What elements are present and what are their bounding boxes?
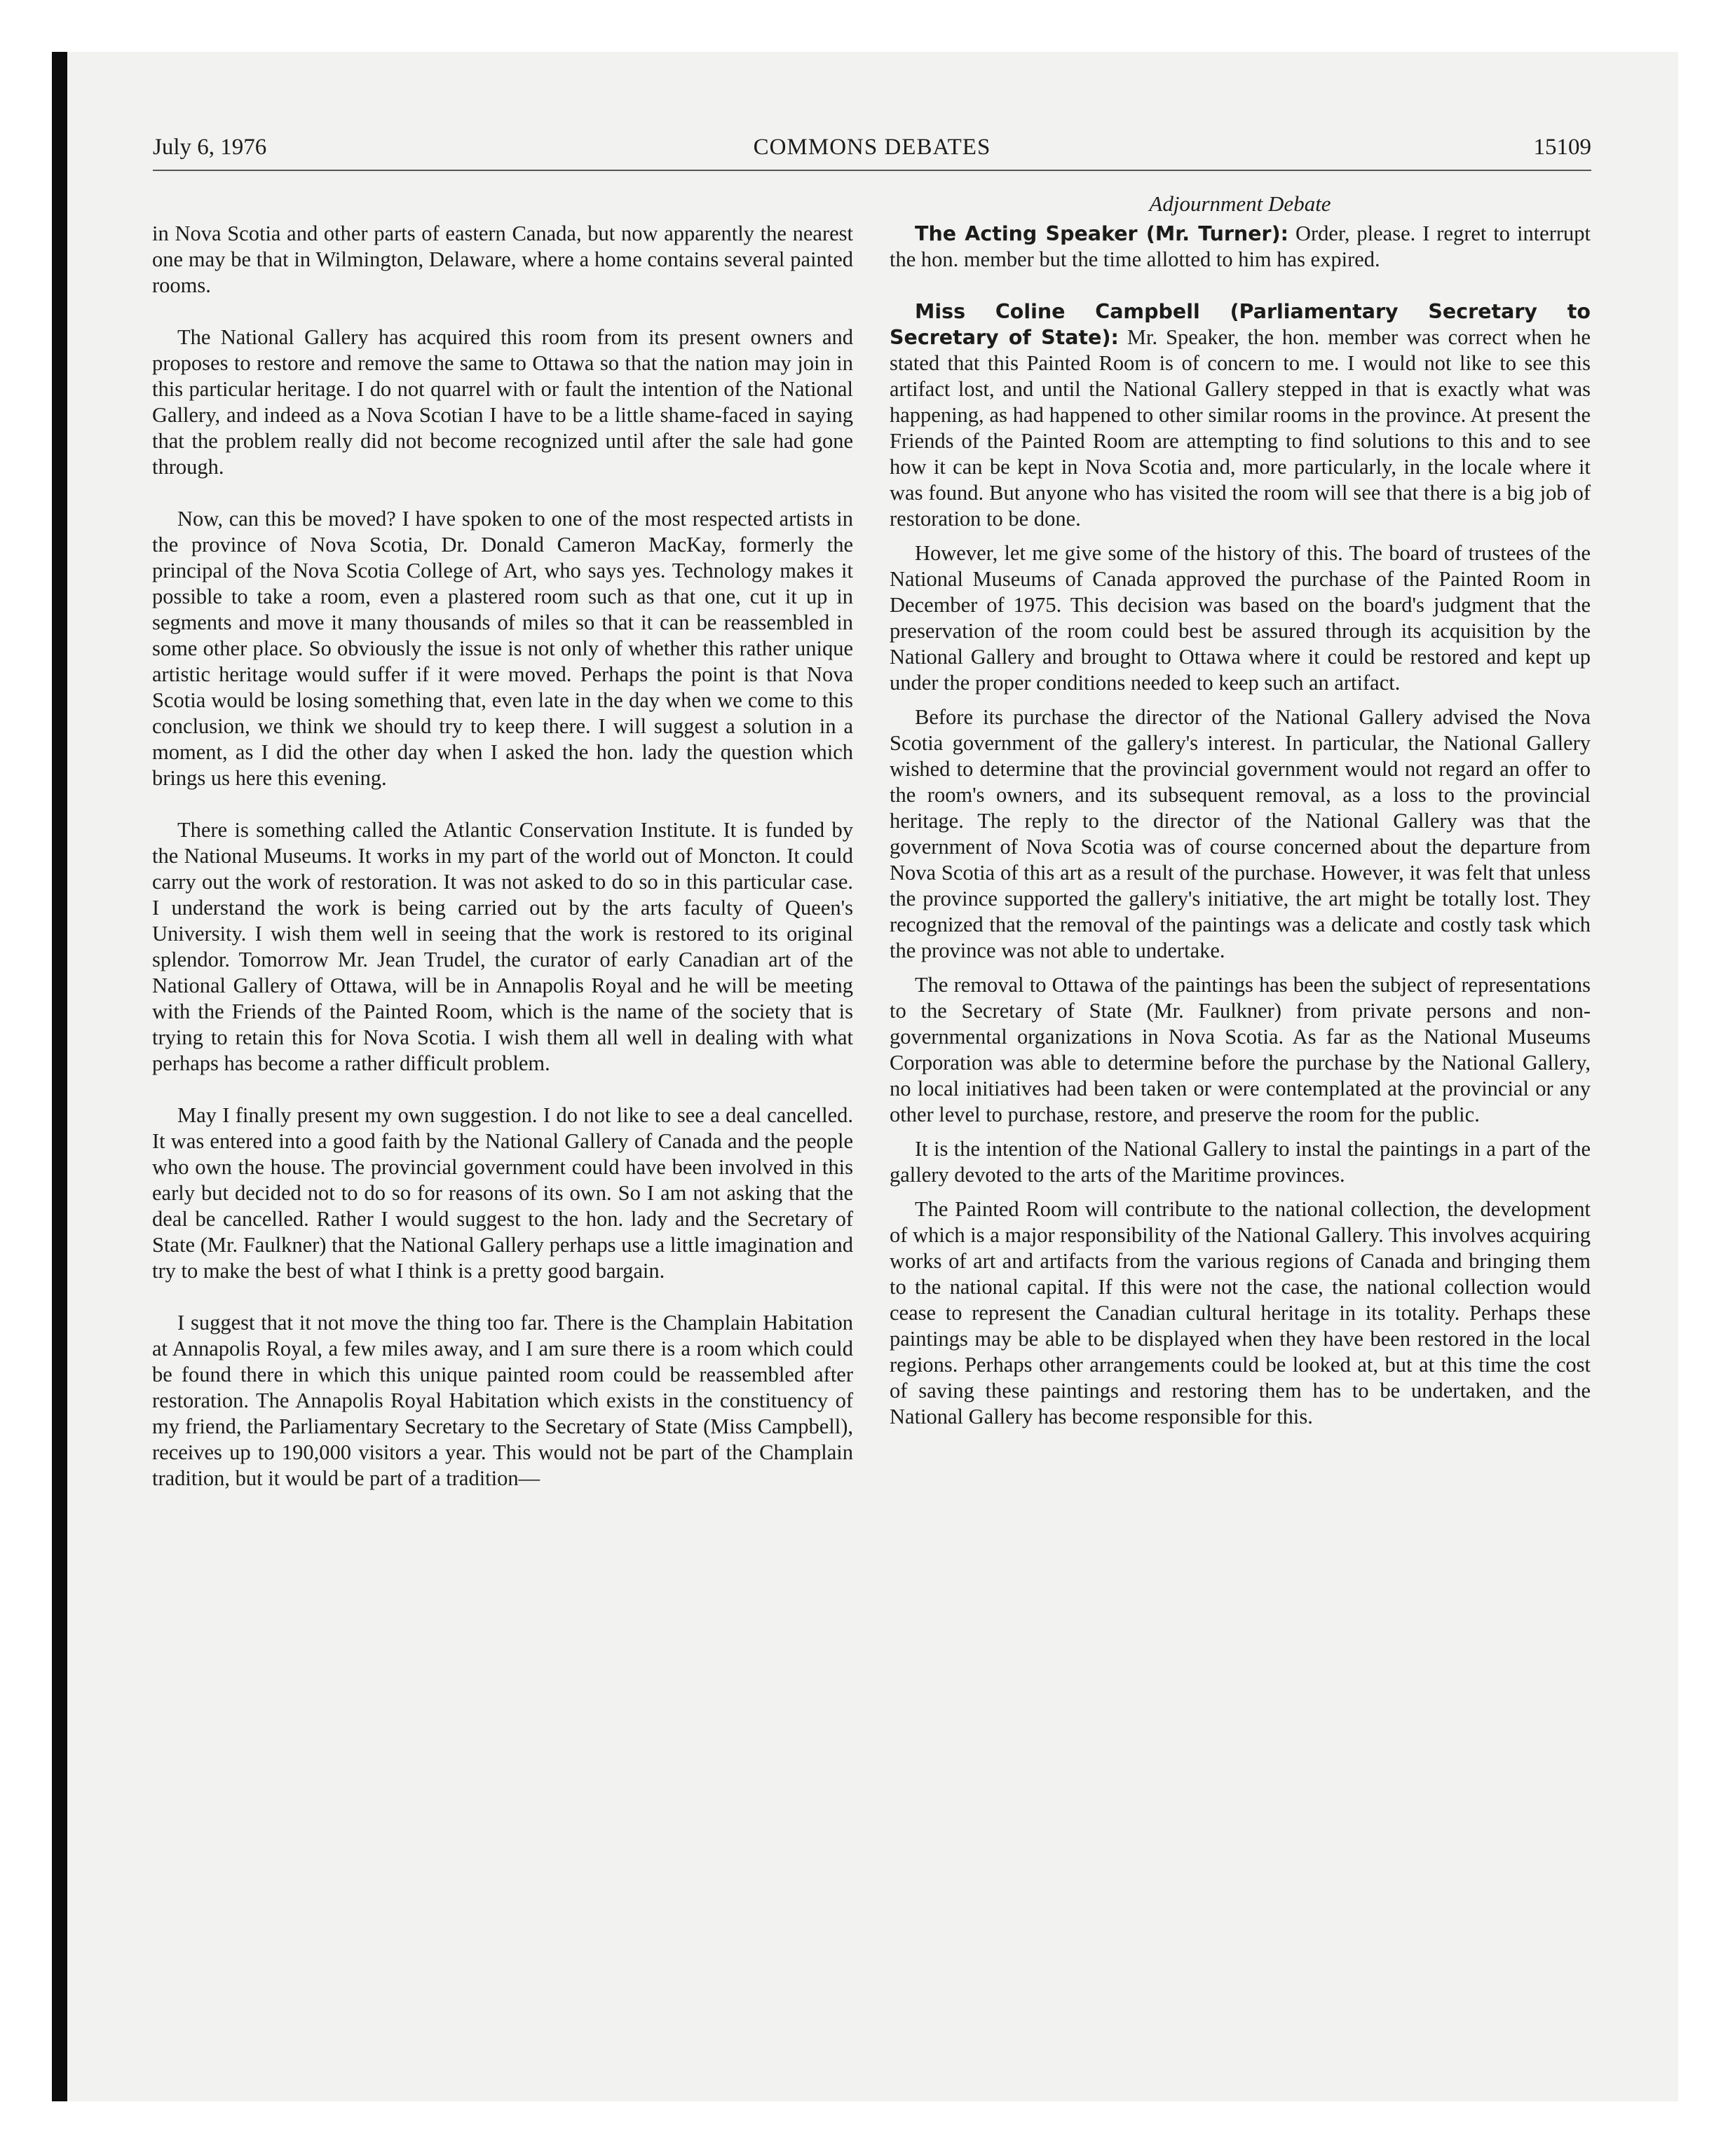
paragraph: The removal to Ottawa of the paintings has been the subject of representations to the Secretary of State (Mr. Faulkner) from private persons and non-governmental organizations in Nova Scotia. As far as the National Museums Corporation was able to determine before the purchase by the National Gallery, no local initiatives had been taken or were contemplated at the provincial or any other level to purchase, restore, and preserve the room for the public.	[890, 973, 1591, 1126]
paragraph: The Painted Room will contribute to the national collection, the development of which is a major responsibility of the National Gallery. This involves acquiring works of art and artifacts from the various regions of Canada and bringing them to the national capital. If this were not the case, the national collection would cease to represent the Canadian cultural heritage in its totality. Perhaps these paintings may be able to be displayed when they have been restored in the local regions. Perhaps other arrangements could be looked at, but at this time the cost of saving these paintings and restoring them has to be undertaken, and the National Gallery has become responsible for this.	[890, 1197, 1591, 1428]
paragraph: It is the intention of the National Gallery to instal the paintings in a part of the gallery devoted to the arts of the Maritime provinces.	[890, 1137, 1591, 1187]
paragraph: May I finally present my own suggestion. I do not like to see a deal cancelled. It was entered into a good faith by the National Gallery of Canada and the people who own the house. The provincial government could have been involved in this early but decided not to do so for reasons of its own. So I am not asking that the deal be cancelled. Rather I would suggest to the hon. lady and the Secretary of State (Mr. Faulkner) that the National Gallery perhaps use a little imagination and try to make the best of what I think is a pretty good bargain.	[152, 1103, 853, 1283]
speaker-name: The Acting Speaker (Mr. Turner):	[915, 222, 1289, 245]
page-header	[153, 135, 1591, 171]
paragraph: However, let me give some of the history of this. The board of trustees of the National Museums of Canada approved the purchase of the Painted Room in December of 1975. This decision was based on the board's judgment that the preservation of the room could best be assured through its acquisition by the National Gallery and brought to Ottawa where it could be restored and kept up under the proper conditions needed to keep such an artifact.	[890, 541, 1591, 695]
paragraph: The National Gallery has acquired this room from its present owners and proposes to restore and remove the same to Ottawa so that the nation may join in this particular heritage. I do not quarrel with or fault the intention of the National Gallery, and indeed as a Nova Scotian I have to be a little shame-faced in saying that the problem really did not become recognized until after the sale had gone through.	[152, 325, 853, 479]
speaker-name: Miss Coline Campbell (Parliamentary Secretary to Secretary of State):	[890, 300, 1591, 349]
paragraph: Before its purchase the director of the National Gallery advised the Nova Scotia government of the gallery's interest. In particular, the National Gallery wished to determine that the provincial government would not regard an offer to the room's owners, and its subsequent removal, as a loss to the provincial heritage. The reply to the director of the National Gallery was that the government of Nova Scotia was of course concerned about the departure from Nova Scotia of this art as a result of the purchase. However, it was felt that unless the province supported the gallery's initiative, the art might be totally lost. They recognized that the removal of the paintings was a delicate and costly task which the province was not able to undertake.	[890, 705, 1591, 962]
section-heading: Adjournment Debate	[1149, 191, 1331, 216]
scan-binding-edge	[52, 52, 67, 2101]
speech-text: Mr. Speaker, the hon. member was correct when he stated that this Painted Room is of concern to me. I would not like to see this artifact lost, and until the National Gallery stepped in that is exactly what was happening, as had happened to other similar rooms in the province. At present the Friends of the Painted Room are attempting to find solutions to this and to see how it can be kept in Nova Scotia and, more particularly, in the locale where it was found. But anyone who has visited the room will see that there is a big job of restoration to be done.	[890, 325, 1591, 531]
paragraph: I suggest that it not move the thing too far. There is the Champlain Habitation at Annapolis Royal, a few miles away, and I am sure there is a room which could be found there in which this unique painted room could be reassembled after restoration. The Annapolis Royal Habitation which exists in the constituency of my friend, the Parliamentary Secretary to the Secretary of State (Miss Campbell), receives up to 190,000 visitors a year. This would not be part of the Champlain tradition, but it would be part of a tradition—	[152, 1311, 853, 1490]
header-title: COMMONS DEBATES	[753, 135, 991, 160]
speech-paragraph	[890, 221, 1591, 273]
paragraph: in Nova Scotia and other parts of eastern Canada, but now apparently the nearest one may be that in Wilmington, Delaware, where a home contains several painted rooms.	[152, 221, 853, 297]
header-date: July 6, 1976	[153, 135, 267, 160]
speech-paragraph	[890, 299, 1591, 532]
right-column	[890, 221, 1591, 1438]
header-page-number: 15109	[1533, 135, 1591, 160]
left-column	[152, 221, 853, 1517]
paragraph: There is something called the Atlantic Conservation Institute. It is funded by the National Museums. It works in my part of the world out of Moncton. It could carry out the work of restoration. It was not asked to do so in this particular case. I understand the work is being carried out by the arts faculty of Queen's University. I wish them well in seeing that the work is restored to its original splendor. Tomorrow Mr. Jean Trudel, the curator of early Canadian art of the National Gallery of Ottawa, will be in Annapolis Royal and he will be meeting with the Friends of the Painted Room, which is the name of the society that is trying to retain this for Nova Scotia. I wish them all well in dealing with what perhaps has become a rather difficult problem.	[152, 818, 853, 1075]
paragraph: Now, can this be moved? I have spoken to one of the most respected artists in the province of Nova Scotia, Dr. Donald Cameron MacKay, formerly the principal of the Nova Scotia College of Art, who says yes. Technology makes it possible to take a room, even a plastered room such as that one, cut it up in segments and move it many thousands of miles so that it can be reassembled in some other place. So obviously the issue is not only of whether this rather unique artistic heritage would suffer if it were moved. Perhaps the point is that Nova Scotia would be losing something that, even late in the day when we come to this conclusion, we think we should try to keep there. I will suggest a solution in a moment, as I did the other day when I asked the hon. lady the question which brings us here this evening.	[152, 507, 853, 790]
speech-text: Order, please. I regret to interrupt the hon. member but the time allotted to him has expired.	[890, 221, 1591, 271]
